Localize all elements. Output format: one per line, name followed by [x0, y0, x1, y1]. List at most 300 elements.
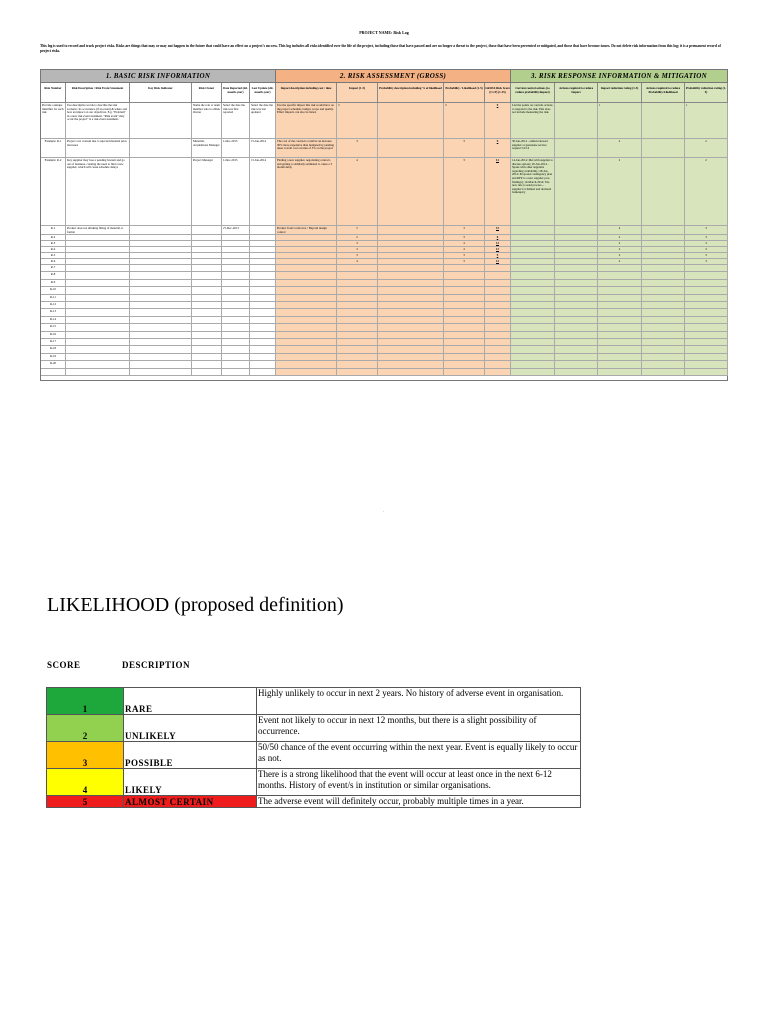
cell-impact[interactable]: [337, 287, 378, 294]
cell-updated[interactable]: [250, 309, 276, 316]
cell-reported[interactable]: [222, 324, 250, 331]
cell-reported[interactable]: [222, 339, 250, 346]
cell-controls[interactable]: [511, 346, 555, 353]
cell-number[interactable]: R-9: [41, 280, 66, 287]
cell-impact-desc[interactable]: [276, 361, 337, 368]
cell-score[interactable]: [485, 309, 511, 316]
cell-impact-desc[interactable]: [276, 302, 337, 309]
cell-description[interactable]: [66, 280, 130, 287]
cell-number[interactable]: R-3: [41, 241, 66, 247]
cell-prob[interactable]: 4: [444, 241, 485, 247]
cell-impact-red[interactable]: [598, 302, 642, 309]
cell-act-impact[interactable]: [555, 339, 598, 346]
cell-indicator[interactable]: [130, 295, 192, 302]
cell-number[interactable]: R-4: [41, 247, 66, 253]
cell-updated[interactable]: [250, 280, 276, 287]
cell-impact[interactable]: [337, 339, 378, 346]
cell-act-prob[interactable]: [642, 302, 685, 309]
cell-score[interactable]: 9: [485, 139, 511, 158]
cell-controls[interactable]: 14-Jan-2014: Met with supplier to discuss options; 20-Jan-2014 - Spoke with other suppliers regarding availability; 28-Jan-2014: Proposed contingency plan and RFP to a new supplier pros findings); 10-March-2014: The new rule to send process -- supplier for limited and declared bankruptcy: [511, 158, 555, 226]
cell-impact-red[interactable]: 2: [598, 259, 642, 265]
cell-prob-red[interactable]: [685, 346, 728, 353]
cell-impact-red[interactable]: [598, 295, 642, 302]
cell-controls[interactable]: [511, 287, 555, 294]
cell-prob-desc[interactable]: [378, 361, 444, 368]
cell-updated[interactable]: [250, 287, 276, 294]
cell-prob-red[interactable]: 3: [685, 241, 728, 247]
cell-impact-desc[interactable]: [276, 272, 337, 279]
cell-impact-desc[interactable]: Use the specific impact this risk would have on the project schedule, budget, scope and quality. Effect impacts can also be listed.: [276, 103, 337, 139]
cell-score[interactable]: [485, 317, 511, 324]
cell-impact-desc[interactable]: Product from Contractor / Beyond design control: [276, 226, 337, 235]
cell-description[interactable]: [66, 302, 130, 309]
cell-description[interactable]: [66, 272, 130, 279]
cell-impact-red[interactable]: 1: [598, 103, 642, 139]
cell-prob-desc[interactable]: [378, 103, 444, 139]
cell-impact[interactable]: [337, 272, 378, 279]
cell-act-impact[interactable]: [555, 361, 598, 368]
cell-score[interactable]: [485, 346, 511, 353]
cell-indicator[interactable]: [130, 324, 192, 331]
cell-owner[interactable]: [192, 302, 222, 309]
cell-number[interactable]: R-17: [41, 339, 66, 346]
cell-description[interactable]: Key supplier may lose a pending lawsuit and go out of business, creating the need to find a new supplier, which will cause schedule delays: [66, 158, 130, 226]
cell-prob[interactable]: 3: [444, 103, 485, 139]
cell-impact-desc[interactable]: [276, 354, 337, 361]
cell-impact[interactable]: 2: [337, 235, 378, 241]
cell-impact-red[interactable]: [598, 287, 642, 294]
cell-prob-red[interactable]: 3: [685, 226, 728, 235]
cell-number[interactable]: R-10: [41, 287, 66, 294]
cell-updated[interactable]: [250, 324, 276, 331]
cell-act-impact[interactable]: [555, 354, 598, 361]
cell-indicator[interactable]: [130, 287, 192, 294]
cell-impact-red[interactable]: 2: [598, 139, 642, 158]
cell-reported[interactable]: [222, 309, 250, 316]
cell-act-prob[interactable]: [642, 295, 685, 302]
cell-impact[interactable]: [337, 309, 378, 316]
cell-indicator[interactable]: [130, 280, 192, 287]
cell-act-impact[interactable]: [555, 324, 598, 331]
cell-updated[interactable]: [250, 265, 276, 272]
cell-act-prob[interactable]: [642, 287, 685, 294]
cell-act-prob[interactable]: [642, 158, 685, 226]
cell-updated[interactable]: 15-Jan-2014: [250, 139, 276, 158]
cell-controls[interactable]: [511, 226, 555, 235]
cell-act-impact[interactable]: [555, 317, 598, 324]
cell-prob[interactable]: [444, 324, 485, 331]
cell-prob[interactable]: 3: [444, 139, 485, 158]
cell-controls[interactable]: [511, 295, 555, 302]
cell-impact-red[interactable]: [598, 317, 642, 324]
cell-impact[interactable]: [337, 302, 378, 309]
cell-indicator[interactable]: [130, 354, 192, 361]
cell-act-prob[interactable]: [642, 139, 685, 158]
cell-prob-red[interactable]: 3: [685, 259, 728, 265]
cell-number[interactable]: R-7: [41, 265, 66, 272]
cell-number[interactable]: R-1: [41, 226, 66, 235]
cell-act-impact[interactable]: [555, 280, 598, 287]
cell-score[interactable]: [485, 287, 511, 294]
cell-impact[interactable]: 3: [337, 103, 378, 139]
cell-description[interactable]: Use descriptive words to describe the risk scenario: its occurrence (if an event) & where and how an impact on our objectives. E.g. "Problem" in a new risk event statement. "Risk event" may occur the project" is a risk event statement.: [66, 103, 130, 139]
cell-prob-red[interactable]: [685, 354, 728, 361]
cell-impact-red[interactable]: [598, 346, 642, 353]
cell-impact-red[interactable]: [598, 354, 642, 361]
cell-act-prob[interactable]: [642, 339, 685, 346]
cell-number[interactable]: R-15: [41, 324, 66, 331]
cell-reported[interactable]: [222, 317, 250, 324]
cell-impact[interactable]: [337, 369, 378, 376]
cell-impact-red[interactable]: [598, 339, 642, 346]
cell-description[interactable]: [66, 332, 130, 339]
cell-impact[interactable]: [337, 265, 378, 272]
cell-indicator[interactable]: [130, 346, 192, 353]
cell-controls[interactable]: [511, 302, 555, 309]
cell-indicator[interactable]: [130, 332, 192, 339]
cell-impact-red[interactable]: [598, 369, 642, 376]
cell-act-impact[interactable]: [555, 272, 598, 279]
cell-owner[interactable]: [192, 332, 222, 339]
cell-owner[interactable]: [192, 317, 222, 324]
cell-impact-desc[interactable]: The cost of the contracts could be an increase 30% more expensive than budgeted by pending issue overall cost overrun of 5% on the project: [276, 139, 337, 158]
cell-act-impact[interactable]: [555, 287, 598, 294]
cell-updated[interactable]: [250, 332, 276, 339]
cell-prob[interactable]: [444, 287, 485, 294]
cell-prob[interactable]: [444, 309, 485, 316]
cell-prob-desc[interactable]: [378, 339, 444, 346]
cell-updated[interactable]: [250, 346, 276, 353]
cell-owner[interactable]: [192, 339, 222, 346]
cell-score[interactable]: [485, 369, 511, 376]
cell-prob-red[interactable]: [685, 361, 728, 368]
cell-owner[interactable]: [192, 361, 222, 368]
cell-impact-red[interactable]: 2: [598, 235, 642, 241]
cell-score[interactable]: 12: [485, 259, 511, 265]
cell-prob[interactable]: [444, 317, 485, 324]
cell-updated[interactable]: [250, 354, 276, 361]
cell-owner[interactable]: [192, 295, 222, 302]
cell-act-impact[interactable]: [555, 302, 598, 309]
cell-prob[interactable]: [444, 302, 485, 309]
cell-impact[interactable]: [337, 346, 378, 353]
cell-score[interactable]: [485, 354, 511, 361]
cell-prob-desc[interactable]: [378, 346, 444, 353]
cell-act-impact[interactable]: [555, 346, 598, 353]
cell-prob-desc[interactable]: [378, 332, 444, 339]
cell-score[interactable]: [485, 280, 511, 287]
cell-act-impact[interactable]: [555, 369, 598, 376]
cell-prob-red[interactable]: [685, 287, 728, 294]
cell-owner[interactable]: [192, 309, 222, 316]
cell-reported[interactable]: [222, 272, 250, 279]
cell-score[interactable]: 9: [485, 103, 511, 139]
cell-description[interactable]: Product does not drinking fitting of material or format: [66, 226, 130, 235]
cell-updated[interactable]: Select the date the risk was last updated: [250, 103, 276, 139]
cell-act-prob[interactable]: [642, 280, 685, 287]
cell-score[interactable]: [485, 295, 511, 302]
cell-owner[interactable]: [192, 272, 222, 279]
cell-reported[interactable]: 27-Dec-2013: [222, 226, 250, 235]
cell-prob[interactable]: 3: [444, 226, 485, 235]
cell-prob-red[interactable]: [685, 369, 728, 376]
cell-impact-red[interactable]: [598, 309, 642, 316]
cell-updated[interactable]: [250, 302, 276, 309]
cell-impact-red[interactable]: [598, 324, 642, 331]
cell-controls[interactable]: [511, 332, 555, 339]
cell-act-prob[interactable]: [642, 361, 685, 368]
cell-impact-red[interactable]: 2: [598, 158, 642, 226]
cell-prob[interactable]: 3: [444, 158, 485, 226]
cell-prob[interactable]: [444, 361, 485, 368]
cell-prob-desc[interactable]: [378, 354, 444, 361]
cell-impact-desc[interactable]: [276, 324, 337, 331]
cell-act-impact[interactable]: [555, 158, 598, 226]
cell-act-prob[interactable]: [642, 332, 685, 339]
cell-reported[interactable]: [222, 354, 250, 361]
cell-impact[interactable]: 5: [337, 226, 378, 235]
cell-description[interactable]: [66, 324, 130, 331]
cell-updated[interactable]: [250, 226, 276, 235]
cell-reported[interactable]: [222, 346, 250, 353]
cell-impact-red[interactable]: [598, 332, 642, 339]
cell-impact-red[interactable]: [598, 361, 642, 368]
cell-prob-desc[interactable]: [378, 139, 444, 158]
cell-impact-desc[interactable]: [276, 369, 337, 376]
cell-act-impact[interactable]: [555, 265, 598, 272]
cell-score[interactable]: 12: [485, 247, 511, 253]
cell-impact[interactable]: 3: [337, 247, 378, 253]
cell-prob-desc[interactable]: [378, 295, 444, 302]
cell-score[interactable]: 12: [485, 241, 511, 247]
cell-description[interactable]: [66, 309, 130, 316]
cell-prob[interactable]: [444, 369, 485, 376]
cell-impact[interactable]: [337, 317, 378, 324]
cell-updated[interactable]: [250, 317, 276, 324]
cell-number[interactable]: R-5: [41, 253, 66, 259]
cell-controls[interactable]: 30-Jan-2014 - added renewed supplier or guarantee service request 5/2/14: [511, 139, 555, 158]
cell-impact-desc[interactable]: [276, 287, 337, 294]
cell-prob-desc[interactable]: [378, 309, 444, 316]
cell-reported[interactable]: 1-Dec-2013: [222, 158, 250, 226]
cell-description[interactable]: [66, 265, 130, 272]
cell-impact-desc[interactable]: [276, 280, 337, 287]
cell-prob-red[interactable]: [685, 295, 728, 302]
cell-impact[interactable]: [337, 332, 378, 339]
cell-act-prob[interactable]: [642, 354, 685, 361]
cell-updated[interactable]: [250, 369, 276, 376]
cell-impact-red[interactable]: 4: [598, 226, 642, 235]
cell-impact[interactable]: 4: [337, 158, 378, 226]
cell-prob-desc[interactable]: [378, 287, 444, 294]
cell-number[interactable]: R-8: [41, 272, 66, 279]
cell-act-prob[interactable]: [642, 272, 685, 279]
cell-act-impact[interactable]: [555, 332, 598, 339]
cell-prob-red[interactable]: [685, 324, 728, 331]
cell-score[interactable]: 6: [485, 235, 511, 241]
cell-reported[interactable]: [222, 287, 250, 294]
cell-act-impact[interactable]: [555, 103, 598, 139]
cell-impact-desc[interactable]: [276, 332, 337, 339]
cell-description[interactable]: [66, 317, 130, 324]
cell-indicator[interactable]: [130, 272, 192, 279]
cell-description[interactable]: [66, 354, 130, 361]
cell-owner[interactable]: Materials Acquisitions Manager: [192, 139, 222, 158]
cell-score[interactable]: [485, 302, 511, 309]
cell-number[interactable]: R-11: [41, 295, 66, 302]
cell-prob-red[interactable]: [685, 339, 728, 346]
cell-reported[interactable]: [222, 332, 250, 339]
cell-prob-red[interactable]: [685, 317, 728, 324]
cell-indicator[interactable]: [130, 158, 192, 226]
cell-prob[interactable]: [444, 339, 485, 346]
cell-controls[interactable]: [511, 280, 555, 287]
cell-prob-red[interactable]: 1: [685, 103, 728, 139]
cell-description[interactable]: [66, 287, 130, 294]
cell-prob-red[interactable]: [685, 272, 728, 279]
cell-act-prob[interactable]: [642, 103, 685, 139]
cell-prob-red[interactable]: 3: [685, 247, 728, 253]
cell-prob[interactable]: 3: [444, 235, 485, 241]
cell-indicator[interactable]: [130, 369, 192, 376]
cell-impact-desc[interactable]: [276, 295, 337, 302]
cell-impact-desc[interactable]: [276, 309, 337, 316]
cell-indicator[interactable]: [130, 302, 192, 309]
cell-controls[interactable]: [511, 369, 555, 376]
cell-impact-red[interactable]: 2: [598, 253, 642, 259]
cell-owner[interactable]: [192, 226, 222, 235]
cell-number[interactable]: R-16: [41, 332, 66, 339]
cell-prob[interactable]: 4: [444, 247, 485, 253]
cell-impact-desc[interactable]: [276, 265, 337, 272]
cell-description[interactable]: [66, 369, 130, 376]
cell-act-impact[interactable]: [555, 309, 598, 316]
cell-number[interactable]: R-2: [41, 235, 66, 241]
cell-act-prob[interactable]: [642, 265, 685, 272]
cell-act-prob[interactable]: [642, 226, 685, 235]
cell-act-prob[interactable]: [642, 369, 685, 376]
cell-reported[interactable]: [222, 280, 250, 287]
cell-indicator[interactable]: [130, 339, 192, 346]
cell-prob[interactable]: [444, 354, 485, 361]
cell-prob-desc[interactable]: [378, 317, 444, 324]
cell-updated[interactable]: 15-Jan-2014: [250, 158, 276, 226]
cell-number[interactable]: [41, 369, 66, 376]
cell-prob[interactable]: [444, 265, 485, 272]
cell-updated[interactable]: [250, 361, 276, 368]
cell-prob-desc[interactable]: [378, 302, 444, 309]
cell-prob-desc[interactable]: [378, 226, 444, 235]
cell-number[interactable]: R-18: [41, 346, 66, 353]
cell-prob[interactable]: [444, 280, 485, 287]
cell-controls[interactable]: [511, 339, 555, 346]
cell-impact[interactable]: [337, 280, 378, 287]
cell-prob-red[interactable]: [685, 309, 728, 316]
cell-prob[interactable]: [444, 346, 485, 353]
cell-score[interactable]: [485, 332, 511, 339]
cell-owner[interactable]: [192, 280, 222, 287]
cell-score[interactable]: [485, 339, 511, 346]
cell-controls[interactable]: [511, 272, 555, 279]
cell-prob[interactable]: [444, 272, 485, 279]
cell-owner[interactable]: [192, 354, 222, 361]
cell-act-prob[interactable]: [642, 346, 685, 353]
cell-controls[interactable]: [511, 309, 555, 316]
cell-reported[interactable]: [222, 369, 250, 376]
cell-score[interactable]: 15: [485, 226, 511, 235]
cell-prob-red[interactable]: [685, 265, 728, 272]
cell-score[interactable]: [485, 324, 511, 331]
cell-prob[interactable]: 3: [444, 259, 485, 265]
cell-reported[interactable]: Select the date the risk was first reported: [222, 103, 250, 139]
cell-score[interactable]: 9: [485, 253, 511, 259]
cell-reported[interactable]: 1-Dec-2013: [222, 139, 250, 158]
cell-controls[interactable]: [511, 265, 555, 272]
cell-indicator[interactable]: [130, 317, 192, 324]
cell-prob-desc[interactable]: [378, 280, 444, 287]
cell-impact[interactable]: 4: [337, 259, 378, 265]
cell-prob-red[interactable]: 2: [685, 158, 728, 226]
cell-impact[interactable]: 3: [337, 253, 378, 259]
cell-act-prob[interactable]: [642, 317, 685, 324]
cell-prob-red[interactable]: [685, 280, 728, 287]
cell-impact[interactable]: [337, 324, 378, 331]
cell-number[interactable]: Example: R-2: [41, 158, 66, 226]
cell-controls[interactable]: [511, 354, 555, 361]
cell-indicator[interactable]: [130, 226, 192, 235]
cell-prob-desc[interactable]: [378, 324, 444, 331]
cell-impact[interactable]: [337, 361, 378, 368]
cell-prob[interactable]: [444, 332, 485, 339]
cell-indicator[interactable]: [130, 139, 192, 158]
cell-impact-desc[interactable]: [276, 317, 337, 324]
cell-indicator[interactable]: [130, 103, 192, 139]
cell-reported[interactable]: [222, 295, 250, 302]
cell-act-impact[interactable]: [555, 295, 598, 302]
cell-prob-red[interactable]: [685, 302, 728, 309]
cell-description[interactable]: [66, 339, 130, 346]
cell-prob[interactable]: 3: [444, 253, 485, 259]
cell-number[interactable]: R-14: [41, 317, 66, 324]
cell-indicator[interactable]: [130, 361, 192, 368]
cell-updated[interactable]: [250, 339, 276, 346]
cell-impact-red[interactable]: [598, 265, 642, 272]
cell-impact[interactable]: [337, 295, 378, 302]
cell-score[interactable]: [485, 361, 511, 368]
cell-updated[interactable]: [250, 272, 276, 279]
cell-controls[interactable]: [511, 361, 555, 368]
cell-prob-desc[interactable]: [378, 272, 444, 279]
cell-impact-red[interactable]: [598, 280, 642, 287]
cell-impact[interactable]: 3: [337, 139, 378, 158]
cell-impact-red[interactable]: 2: [598, 247, 642, 253]
cell-prob-red[interactable]: 3: [685, 235, 728, 241]
cell-impact-red[interactable]: 2: [598, 241, 642, 247]
cell-prob[interactable]: [444, 295, 485, 302]
cell-description[interactable]: Project cost overrun due to rejected material price increases: [66, 139, 130, 158]
cell-impact[interactable]: [337, 354, 378, 361]
cell-score[interactable]: [485, 272, 511, 279]
cell-number[interactable]: R-12: [41, 302, 66, 309]
cell-updated[interactable]: [250, 295, 276, 302]
cell-act-prob[interactable]: [642, 309, 685, 316]
cell-controls[interactable]: [511, 317, 555, 324]
cell-impact[interactable]: 3: [337, 241, 378, 247]
cell-indicator[interactable]: [130, 265, 192, 272]
cell-owner[interactable]: Project Manager: [192, 158, 222, 226]
cell-description[interactable]: [66, 346, 130, 353]
cell-owner[interactable]: [192, 324, 222, 331]
